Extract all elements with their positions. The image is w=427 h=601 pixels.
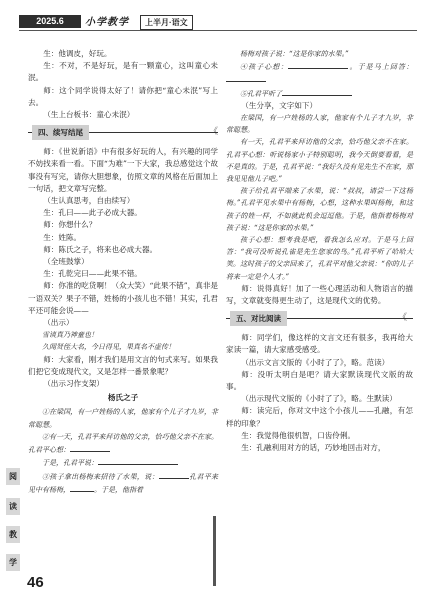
story-paragraph: ①在梁国，有一户姓杨的人家，他家有个儿子才九岁，非常聪慧。 [28,408,218,429]
paragraph: 生：他调皮，好玩。 [43,49,112,58]
paragraph: （生分享，文字如下） [241,100,318,110]
page-header [19,12,417,32]
paragraph: 师：这个同学说得太好了！请你把“童心未泯”写上去。 [28,85,218,107]
quote-line: 雪谈真乃神童也！ [42,331,98,340]
paragraph: 师：说得真好！加了一些心理活动和人物语言的描写，文章就变得更生动了，这是现代文的优势。 [226,283,413,306]
paragraph: 生：不对，不是好玩，是有一颗童心，这叫童心未泯。 [28,61,218,83]
story-paragraph: 杨梅对孩子说：“这是你家的水果。” [240,50,349,58]
side-tab-4: 学 [6,554,20,571]
paragraph: （出示习作支架） [43,379,104,389]
fill-blank[interactable] [98,456,178,465]
paragraph: 生：孔融利用对方的话，巧妙地回击对方， [241,443,386,453]
section-heading-4 [28,125,218,140]
paragraph: 师：你准的吃货啊！（众大笑）“此果不错”，真非是一语双关？果子不错，姓杨的小孩儿也不错！其实，孔君平还可能会说—— [28,281,219,315]
story-paragraph: ⑤孔君平听了 [226,87,413,100]
story-paragraph: 于是，孔君平说： [28,456,218,469]
paragraph: 师：同学们，像这样的文言文还有很多，我再给大家读一篇，请大家感受感受。 [226,333,413,355]
paragraph: （出示文言文版的《小时了了》，略。范读） [241,357,390,367]
quote-line: 久闻贤侄大名，今日得见，果真名不虚传！ [42,343,175,352]
paragraph: 师：《世说新语》中有很多好玩的人，有兴趣的同学不妨找来看一看。下面“为难”一下大家，我总感觉这个故事没有写完，请你大胆想象，仿照文章的风格在后面加上一句话，把文章写完整。 [28,147,219,193]
story-paragraph: ④孩子心想： 。于是马上回答： [226,60,413,86]
issue-year: 2025.6 [19,15,81,28]
fill-blank[interactable] [70,443,110,452]
page-number: 46 [27,574,44,591]
story-paragraph: 孩子给孔君平端来了水果，说：“叔叔，请尝一下这杨梅。”孔君平见水果中有杨梅，心想，这种水果叫杨梅，和这孩子的姓一样，不如就此机会逗逗他。于是，他指着杨梅对孩子说：“这是你家的水果。” [226,187,413,232]
side-tab-1: 阅 [6,468,20,485]
story-title: 杨氏之子 [107,393,139,403]
paragraph: 生：孔乾完曰——此果不错。 [43,269,142,279]
fill-blank[interactable] [288,60,348,69]
story-paragraph: ③孩子拿出杨梅来招待了水果，说： 孔君平来见中有杨梅， 。于是，他指着 [28,470,218,496]
paragraph: 生：我觉得他很机智，口齿伶俐。 [241,430,356,440]
paragraph: 生：孔曰——此子必成大器。 [43,208,142,218]
fill-blank[interactable] [70,483,94,492]
left-column [28,48,218,496]
paragraph: 师：读完后，你对文中这个小孩儿——孔融，有怎样的印象？ [226,406,413,428]
fill-blank[interactable] [282,87,352,96]
paragraph: （出示现代文版的《小时了了》，略。生默读） [241,394,397,404]
chevron-left-icon: 《 [397,313,407,324]
paragraph: 师：陈氏之子，将来也必成大器。 [43,244,158,254]
chevron-left-icon: 《 [208,127,218,138]
paragraph: （生认真思考，自由续写） [43,196,135,206]
issue-label: 上半月·语文 [140,15,193,30]
header-rule [19,30,417,31]
paragraph: （生上台板书：童心未泯） [43,110,135,120]
story-paragraph: ②有一天，孔君平来拜访他的父亲，恰巧他父亲不在家。孔君平心想： [28,432,218,455]
right-column [226,48,413,454]
side-tab-3: 教 [6,526,20,543]
section-title: 四、续写结尾 [32,125,89,140]
story-paragraph: 孩子心想：想考我是吧，看我怎么应对。于是马上回答：“我可没听说孔雀是先生您家的鸟。”孔君平听了哈哈大笑。这时孩子的父亲回来了，孔君平对他父亲说：“你的儿子将来一定是个人才。” [226,236,413,281]
paragraph: 师：大家看，刚才我们是用文言的句式来写。如果我们把它变成现代文，又是怎样一番景象呢？ [28,354,218,376]
fill-blank[interactable] [159,470,189,479]
paragraph: （出示） [43,318,74,328]
column-marker [213,516,216,586]
paragraph: 生：姓陈。 [43,232,82,242]
section-heading-5 [226,311,413,326]
fill-blank[interactable] [226,73,266,82]
paragraph: 师：你想什么？ [43,220,97,230]
story-paragraph: 有一天，孔君平来拜访他的父亲，恰巧他父亲不在家。孔君平心想：听说杨家小子特别聪明，我今天倒要看看，是不是真的。于是，孔君平说：“我好久没有见先生不在家，那我见见他儿子吧。” [226,138,413,184]
paragraph: （全班鼓掌） [43,257,89,267]
side-tab-2: 读 [6,498,20,515]
section-title: 五、对比阅读 [230,311,287,326]
story-paragraph: 在梁国，有一户姓杨的人家，他家有个儿子才九岁，非常聪慧。 [226,114,413,135]
journal-brand: 小学教学 [85,17,129,28]
paragraph: 师：没听太明白是吧？请大家默读现代文版的故事。 [226,369,413,392]
